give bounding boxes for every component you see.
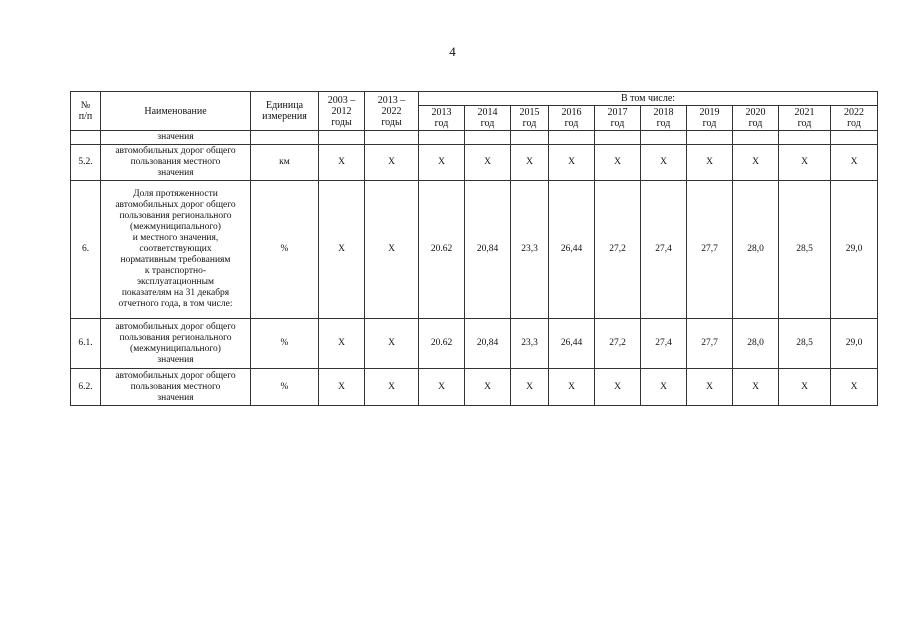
row-value-2013: 20.62 [419,319,465,369]
row-value-2022: X [831,369,878,406]
row-value-2019: X [687,369,733,406]
row-unit: км [251,145,319,181]
header-year-2018: 2018 год [641,106,687,131]
row-value-2016 [549,131,595,145]
header-year-2021: 2021 год [779,106,831,131]
row-value-2013: X [419,145,465,181]
row-value-2015: 23,3 [511,319,549,369]
header-including: В том числе: [419,92,878,106]
row-value-2020: 28,0 [733,181,779,319]
header-year-2022: 2022 год [831,106,878,131]
row-number: 6. [71,181,101,319]
header-num: № п/п [71,92,101,131]
page-number: 4 [449,44,456,59]
row-value-2014: 20,84 [465,181,511,319]
header-unit: Единица измерения [251,92,319,131]
row-number: 6.1. [71,319,101,369]
row-value-2017: X [595,145,641,181]
row-value-2019: 27,7 [687,181,733,319]
row-value-2016: X [549,369,595,406]
header-period-2013-2022: 2013 – 2022 годы [365,92,419,131]
row-period-2003-2012 [319,131,365,145]
row-period-2003-2012: X [319,369,365,406]
row-value-2020: X [733,369,779,406]
row-period-2013-2022: X [365,319,419,369]
row-period-2003-2012: X [319,181,365,319]
row-value-2018: X [641,145,687,181]
row-unit: % [251,319,319,369]
row-number [71,131,101,145]
row-value-2015 [511,131,549,145]
header-year-2013: 2013 год [419,106,465,131]
row-value-2015: X [511,369,549,406]
row-value-2020 [733,131,779,145]
row-number: 5.2. [71,145,101,181]
row-value-2021: 28,5 [779,319,831,369]
table-row [71,145,878,181]
row-period-2013-2022 [365,131,419,145]
row-period-2013-2022: X [365,369,419,406]
row-value-2013: 20.62 [419,181,465,319]
header-year-2017: 2017 год [595,106,641,131]
row-value-2018 [641,131,687,145]
row-value-2017: 27,2 [595,181,641,319]
row-period-2003-2012: X [319,145,365,181]
row-value-2016: X [549,145,595,181]
row-value-2018: 27,4 [641,319,687,369]
row-name: автомобильных дорог общего пользования местного значения [101,145,251,181]
row-name: автомобильных дорог общего пользования регионального (межмуниципального) значения [101,319,251,369]
row-value-2019: 27,7 [687,319,733,369]
header-year-2016: 2016 год [549,106,595,131]
table-row [71,369,878,406]
row-value-2015: X [511,145,549,181]
table-row [71,131,878,145]
header-year-2015: 2015 год [511,106,549,131]
row-value-2018: X [641,369,687,406]
row-name: автомобильных дорог общего пользования местного значения [101,369,251,406]
table-header [71,92,878,131]
row-name: значения [101,131,251,145]
row-value-2021: X [779,369,831,406]
table-body [71,131,878,406]
row-value-2021: 28,5 [779,181,831,319]
row-period-2003-2012: X [319,319,365,369]
row-value-2016: 26,44 [549,319,595,369]
row-value-2022: 29,0 [831,319,878,369]
row-value-2022: 29,0 [831,181,878,319]
table-row [71,181,878,319]
header-year-2014: 2014 год [465,106,511,131]
table-row [71,319,878,369]
header-name: Наименование [101,92,251,131]
row-unit: % [251,369,319,406]
row-value-2018: 27,4 [641,181,687,319]
row-unit: % [251,181,319,319]
row-value-2019 [687,131,733,145]
header-period-2003-2012: 2003 – 2012 годы [319,92,365,131]
row-value-2015: 23,3 [511,181,549,319]
row-value-2014: X [465,369,511,406]
row-value-2017: X [595,369,641,406]
row-value-2016: 26,44 [549,181,595,319]
row-value-2022 [831,131,878,145]
row-value-2022: X [831,145,878,181]
row-unit [251,131,319,145]
row-value-2013: X [419,369,465,406]
row-value-2014 [465,131,511,145]
row-number: 6.2. [71,369,101,406]
row-value-2017: 27,2 [595,319,641,369]
row-value-2020: X [733,145,779,181]
row-value-2014: 20,84 [465,319,511,369]
row-name: Доля протяженности автомобильных дорог общего пользования регионального (межмуниципального) и местного значения, соответствующих нормативным требованиям к транспортно- эксплуатационным показателям на 31 декабря отчетного года, в том числе: [101,181,251,319]
indicators-table [70,91,878,406]
header-year-2020: 2020 год [733,106,779,131]
row-value-2017 [595,131,641,145]
row-value-2021: X [779,145,831,181]
row-value-2019: X [687,145,733,181]
row-value-2013 [419,131,465,145]
row-value-2021 [779,131,831,145]
row-period-2013-2022: X [365,145,419,181]
header-year-2019: 2019 год [687,106,733,131]
row-value-2014: X [465,145,511,181]
row-value-2020: 28,0 [733,319,779,369]
row-period-2013-2022: X [365,181,419,319]
